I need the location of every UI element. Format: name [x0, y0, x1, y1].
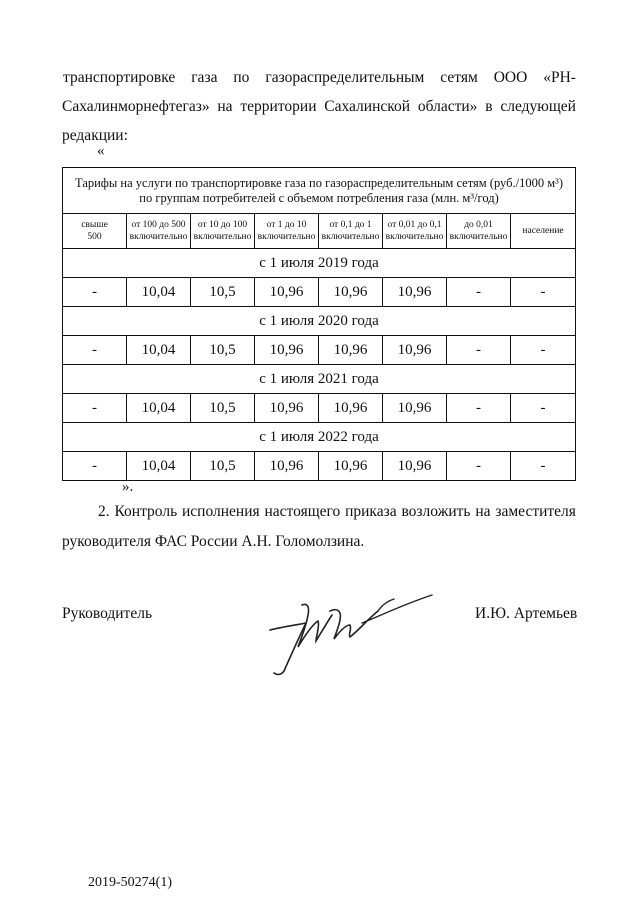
table-cell: - — [63, 394, 127, 423]
table-row — [63, 278, 576, 307]
intro-word: территории — [240, 98, 317, 115]
table-cell: - — [511, 452, 576, 481]
column-header: от 0,01 до 0,1 включительно — [383, 214, 447, 249]
table-row — [63, 336, 576, 365]
item-2-word: заместителя — [495, 503, 576, 520]
item-2-word: настоящего — [264, 503, 341, 520]
period-row — [63, 249, 576, 278]
table-row — [63, 452, 576, 481]
intro-word: в — [485, 98, 493, 115]
table-cell: - — [447, 452, 511, 481]
intro-word: Сахалинской — [324, 98, 411, 115]
table-cell: 10,04 — [127, 452, 191, 481]
signer-role: Руководитель — [62, 605, 153, 622]
column-header: до 0,01 включительно — [447, 214, 511, 249]
table-cell: - — [447, 336, 511, 365]
intro-line-2 — [62, 92, 576, 121]
intro-word: по — [233, 69, 250, 86]
table-cell: 10,96 — [383, 278, 447, 307]
column-header: свыше 500 — [63, 214, 127, 249]
table-cell: 10,96 — [319, 394, 383, 423]
table-title-line-2: по группам потребителей с объемом потребления газа (млн. м³/год) — [139, 190, 499, 205]
table-cell: 10,96 — [255, 452, 319, 481]
table-cell: 10,96 — [319, 452, 383, 481]
table-cell: 10,96 — [383, 394, 447, 423]
table-cell: 10,96 — [319, 278, 383, 307]
period-row — [63, 365, 576, 394]
column-header: от 0,1 до 1 включительно — [319, 214, 383, 249]
item-2-word: возложить — [401, 503, 471, 520]
intro-line-3: редакции: — [62, 127, 128, 144]
table-row — [63, 394, 576, 423]
item-2-word: исполнения — [182, 503, 260, 520]
table-cell: 10,96 — [319, 336, 383, 365]
intro-word: следующей — [500, 98, 576, 115]
closing-quote: ». — [122, 479, 134, 495]
period-row — [63, 307, 576, 336]
table-cell: - — [511, 394, 576, 423]
item-2-word: Контроль — [114, 503, 178, 520]
document-number: 2019-50274(1) — [88, 875, 172, 890]
table-title-line-1: Тарифы на услуги по транспортировке газа по газораспределительным сетям (руб./1000 м³) — [75, 175, 564, 190]
table-title-row — [63, 168, 576, 214]
intro-word: газа — [191, 69, 218, 86]
intro-word: транспортировке — [63, 69, 176, 86]
handwritten-signature — [262, 575, 442, 680]
table-cell: 10,04 — [127, 278, 191, 307]
intro-word: газораспределительным — [265, 69, 425, 86]
column-header: от 10 до 100 включительно — [191, 214, 255, 249]
intro-word: «РН- — [543, 69, 576, 86]
column-header: от 1 до 10 включительно — [255, 214, 319, 249]
table-cell: - — [63, 336, 127, 365]
intro-word: области» — [417, 98, 478, 115]
intro-line-1 — [62, 63, 576, 92]
table-cell: 10,96 — [255, 394, 319, 423]
period-row — [63, 423, 576, 452]
opening-quote: « — [97, 143, 105, 159]
intro-paragraph — [62, 63, 576, 150]
table-cell: 10,5 — [191, 452, 255, 481]
table-cell: 10,96 — [383, 336, 447, 365]
item-2-word: на — [475, 503, 491, 520]
item-2-word: приказа — [345, 503, 397, 520]
table-cell: 10,5 — [191, 394, 255, 423]
tariff-table — [62, 167, 576, 481]
intro-word: ООО — [493, 69, 528, 86]
column-header: от 100 до 500 включительно — [127, 214, 191, 249]
table-cell: - — [63, 278, 127, 307]
table-cell: 10,04 — [127, 394, 191, 423]
table-cell: - — [511, 278, 576, 307]
table-cell: 10,96 — [383, 452, 447, 481]
table-cell: - — [447, 394, 511, 423]
table-cell: 10,5 — [191, 336, 255, 365]
period-label: с 1 июля 2020 года — [63, 307, 576, 336]
period-label: с 1 июля 2022 года — [63, 423, 576, 452]
intro-word: Сахалинморнефтегаз» — [62, 98, 210, 115]
period-label: с 1 июля 2019 года — [63, 249, 576, 278]
period-label: с 1 июля 2021 года — [63, 365, 576, 394]
table-header-row — [63, 214, 576, 249]
table-cell: - — [63, 452, 127, 481]
table-cell: - — [447, 278, 511, 307]
table-title — [63, 168, 576, 214]
table-cell: 10,5 — [191, 278, 255, 307]
intro-word: на — [217, 98, 233, 115]
item-2-word: 2. — [98, 503, 110, 520]
table-cell: 10,04 — [127, 336, 191, 365]
table-cell: - — [511, 336, 576, 365]
signer-name: И.Ю. Артемьев — [475, 605, 578, 622]
item-2-paragraph — [62, 497, 576, 557]
item-2-line-2: руководителя ФАС России А.Н. Голомолзина. — [62, 533, 365, 550]
table-cell: 10,96 — [255, 336, 319, 365]
column-header: население — [511, 214, 576, 249]
intro-word: сетям — [440, 69, 478, 86]
item-2-line-1 — [62, 497, 576, 527]
table-cell: 10,96 — [255, 278, 319, 307]
